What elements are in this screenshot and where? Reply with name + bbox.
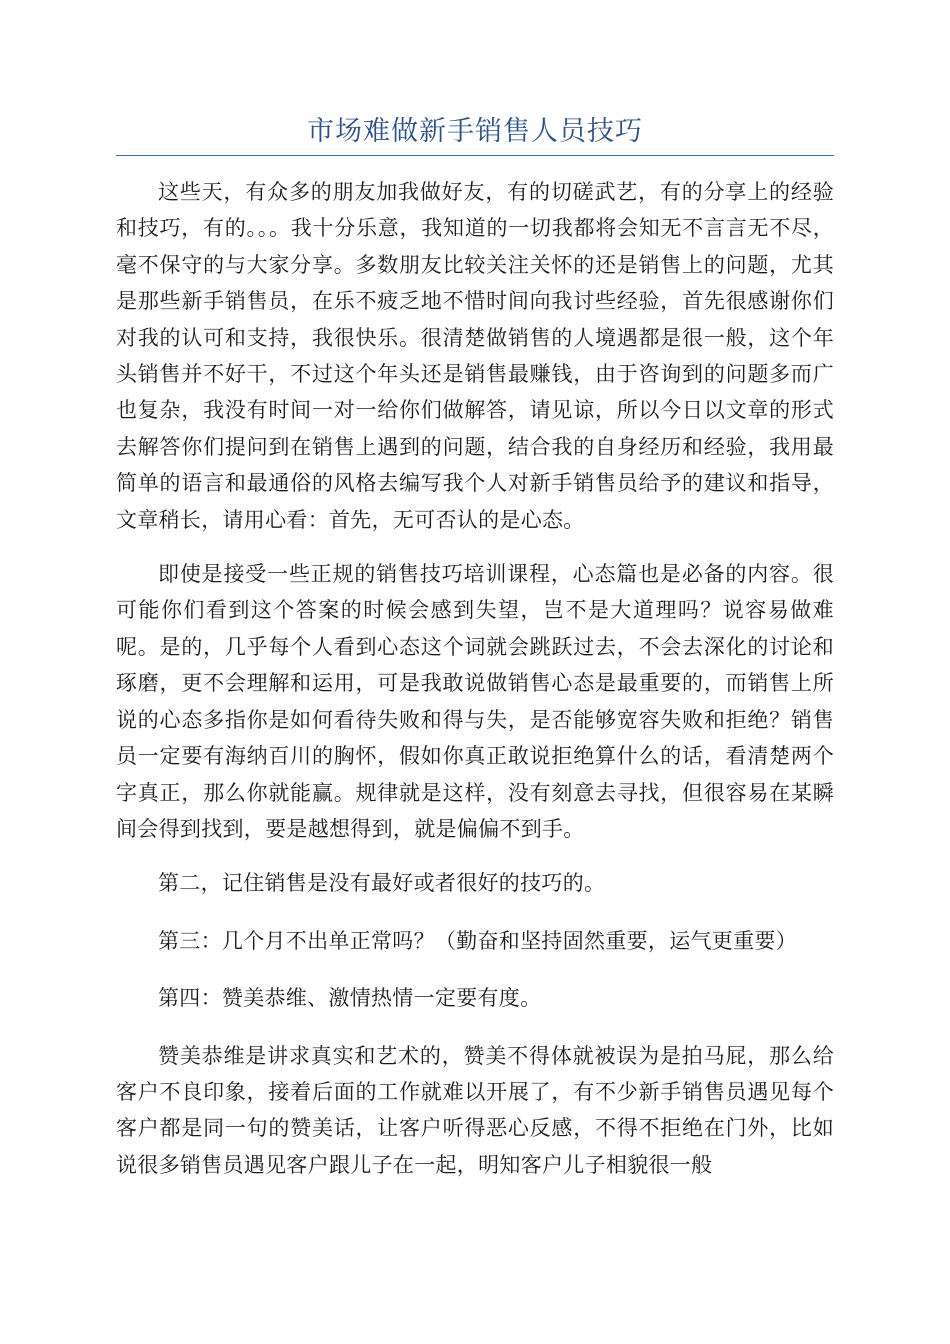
document-title: 市场难做新手销售人员技巧 bbox=[307, 116, 643, 147]
paragraph-point-three: 第三：几个月不出单正常吗？（勤奋和坚持固然重要，运气更重要） bbox=[158, 928, 797, 953]
paragraph-praise: 赞美恭维是讲求真实和艺术的，赞美不得体就被误为是拍马屁，那么给客户不良印象，接着后面的工作就难以开展了，有不少新手销售员遇见每个客户都是同一句的赞美话，让客户听得恶心反感，不得不拒绝在门外，比如说很多销售员遇见客户跟儿子在一起，明知客户儿子相貌很一般 bbox=[116, 1043, 834, 1177]
title-underline bbox=[116, 155, 834, 156]
paragraph-intro: 这些天，有众多的朋友加我做好友，有的切磋武艺，有的分享上的经验和技巧，有的。。。我十分乐意，我知道的一切我都将会知无不言言无不尽，毫不保守的与大家分享。多数朋友比较关注关怀的还是销售上的问题，尤其是那些新手销售员，在乐不疲乏地不惜时间向我讨些经验，首先很感谢你们对我的认可和支持，我很快乐。很清楚做销售的人境遇都是很一般，这个年头销售并不好干，不过这个年头还是销售最赚钱，由于咨询到的问题多而广也复杂，我没有时间一对一给你们做解答，请见谅，所以今日以文章的形式去解答你们提问到在销售上遇到的问题，结合我的自身经历和经验，我用最简单的语言和最通俗的风格去编写我个人对新手销售员给予的建议和指导，文章稍长，请用心看：首先，无可否认的是心态。 bbox=[116, 180, 834, 532]
paragraph-point-two: 第二，记住销售是没有最好或者很好的技巧的。 bbox=[158, 871, 606, 896]
paragraph-point-four: 第四：赞美恭维、激情热情一定要有度。 bbox=[158, 986, 542, 1011]
document-body bbox=[116, 174, 834, 1201]
paragraph-mindset: 即使是接受一些正规的销售技巧培训课程，心态篇也是必备的内容。很可能你们看到这个答案的时候会感到失望，岂不是大道理吗？说容易做难呢。是的，几乎每个人看到心态这个词就会跳跃过去，不会去深化的讨论和琢磨，更不会理解和运用，可是我敢说做销售心态是最重要的，而销售上所说的心态多指你是如何看待失败和得与失，是否能够宽容失败和拒绝？销售员一定要有海纳百川的胸怀，假如你真正敢说拒绝算什么的话，看清楚两个字真正，那么你就能赢。规律就是这样，没有刻意去寻找，但很容易在某瞬间会得到找到，要是越想得到，就是偏偏不到手。 bbox=[116, 562, 834, 841]
